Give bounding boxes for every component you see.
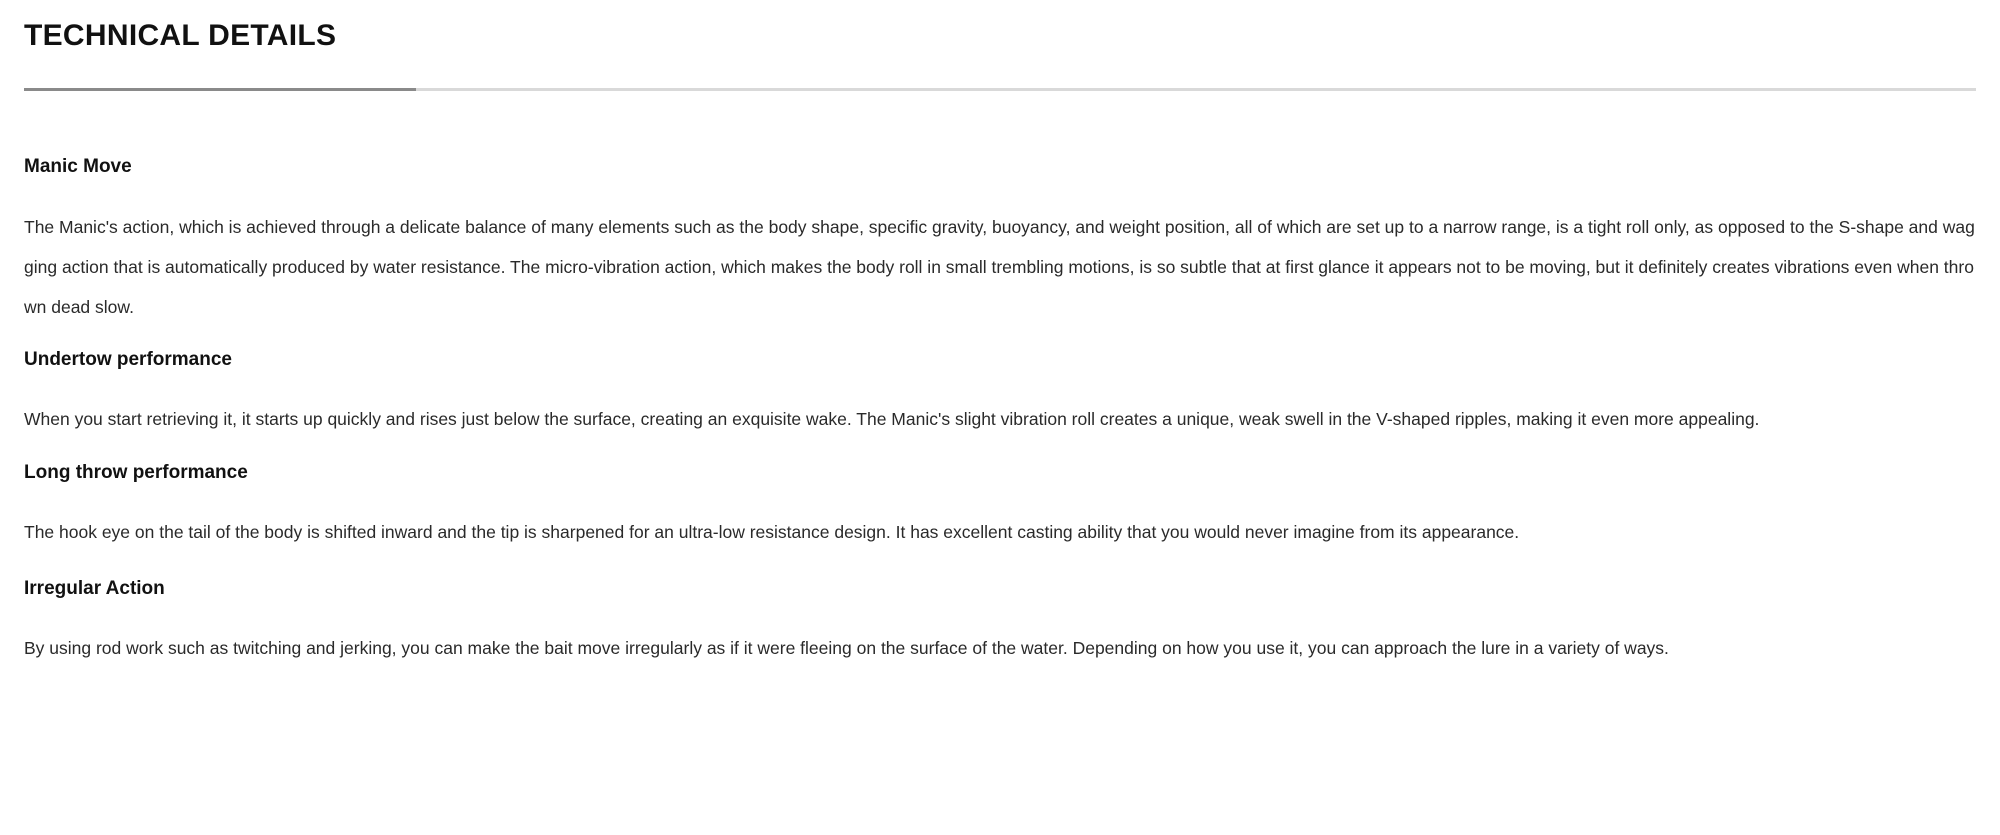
technical-details-panel <box>24 0 1976 668</box>
section-heading: Manic Move <box>24 156 132 177</box>
section-body: When you start retrieving it, it starts up quickly and rises just below the surface, creating an exquisite wake. The Manic's slight vibration roll creates a unique, weak swell in the V-shaped ripples, making it even more appealing. <box>24 409 1760 429</box>
section-heading: Irregular Action <box>24 578 165 599</box>
section-body: The hook eye on the tail of the body is shifted inward and the tip is sharpened for an ultra-low resistance design. It has excellent casting ability that you would never imagine from its appearance. <box>24 522 1520 542</box>
section-long-throw-performance <box>24 460 1976 552</box>
title-divider <box>24 88 1976 91</box>
title-divider-accent <box>24 88 416 91</box>
section-body: By using rod work such as twitching and jerking, you can make the bait move irregularly as if it were fleeing on the surface of the water. Depending on how you use it, you can approach the lure in a variety of ways. <box>24 638 1669 658</box>
details-sections <box>24 154 1976 668</box>
section-heading: Long throw performance <box>24 462 248 483</box>
section-irregular-action <box>24 576 1976 668</box>
section-manic-move <box>24 154 1976 327</box>
page-title: TECHNICAL DETAILS <box>24 19 337 52</box>
section-undertow-performance <box>24 347 1976 439</box>
section-body: The Manic's action, which is achieved through a delicate balance of many elements such as the body shape, specific gravity, buoyancy, and weight position, all of which are set up to a narrow range, is a tight roll only, as opposed to the S-shape and wagging action that is automatically produced by water resistance. The micro-vibration action, which makes the body roll in small trembling motions, is so subtle that at first glance it appears not to be moving, but it definitely creates vibrations even when thrown dead slow. <box>24 217 1975 317</box>
section-heading: Undertow performance <box>24 349 232 370</box>
